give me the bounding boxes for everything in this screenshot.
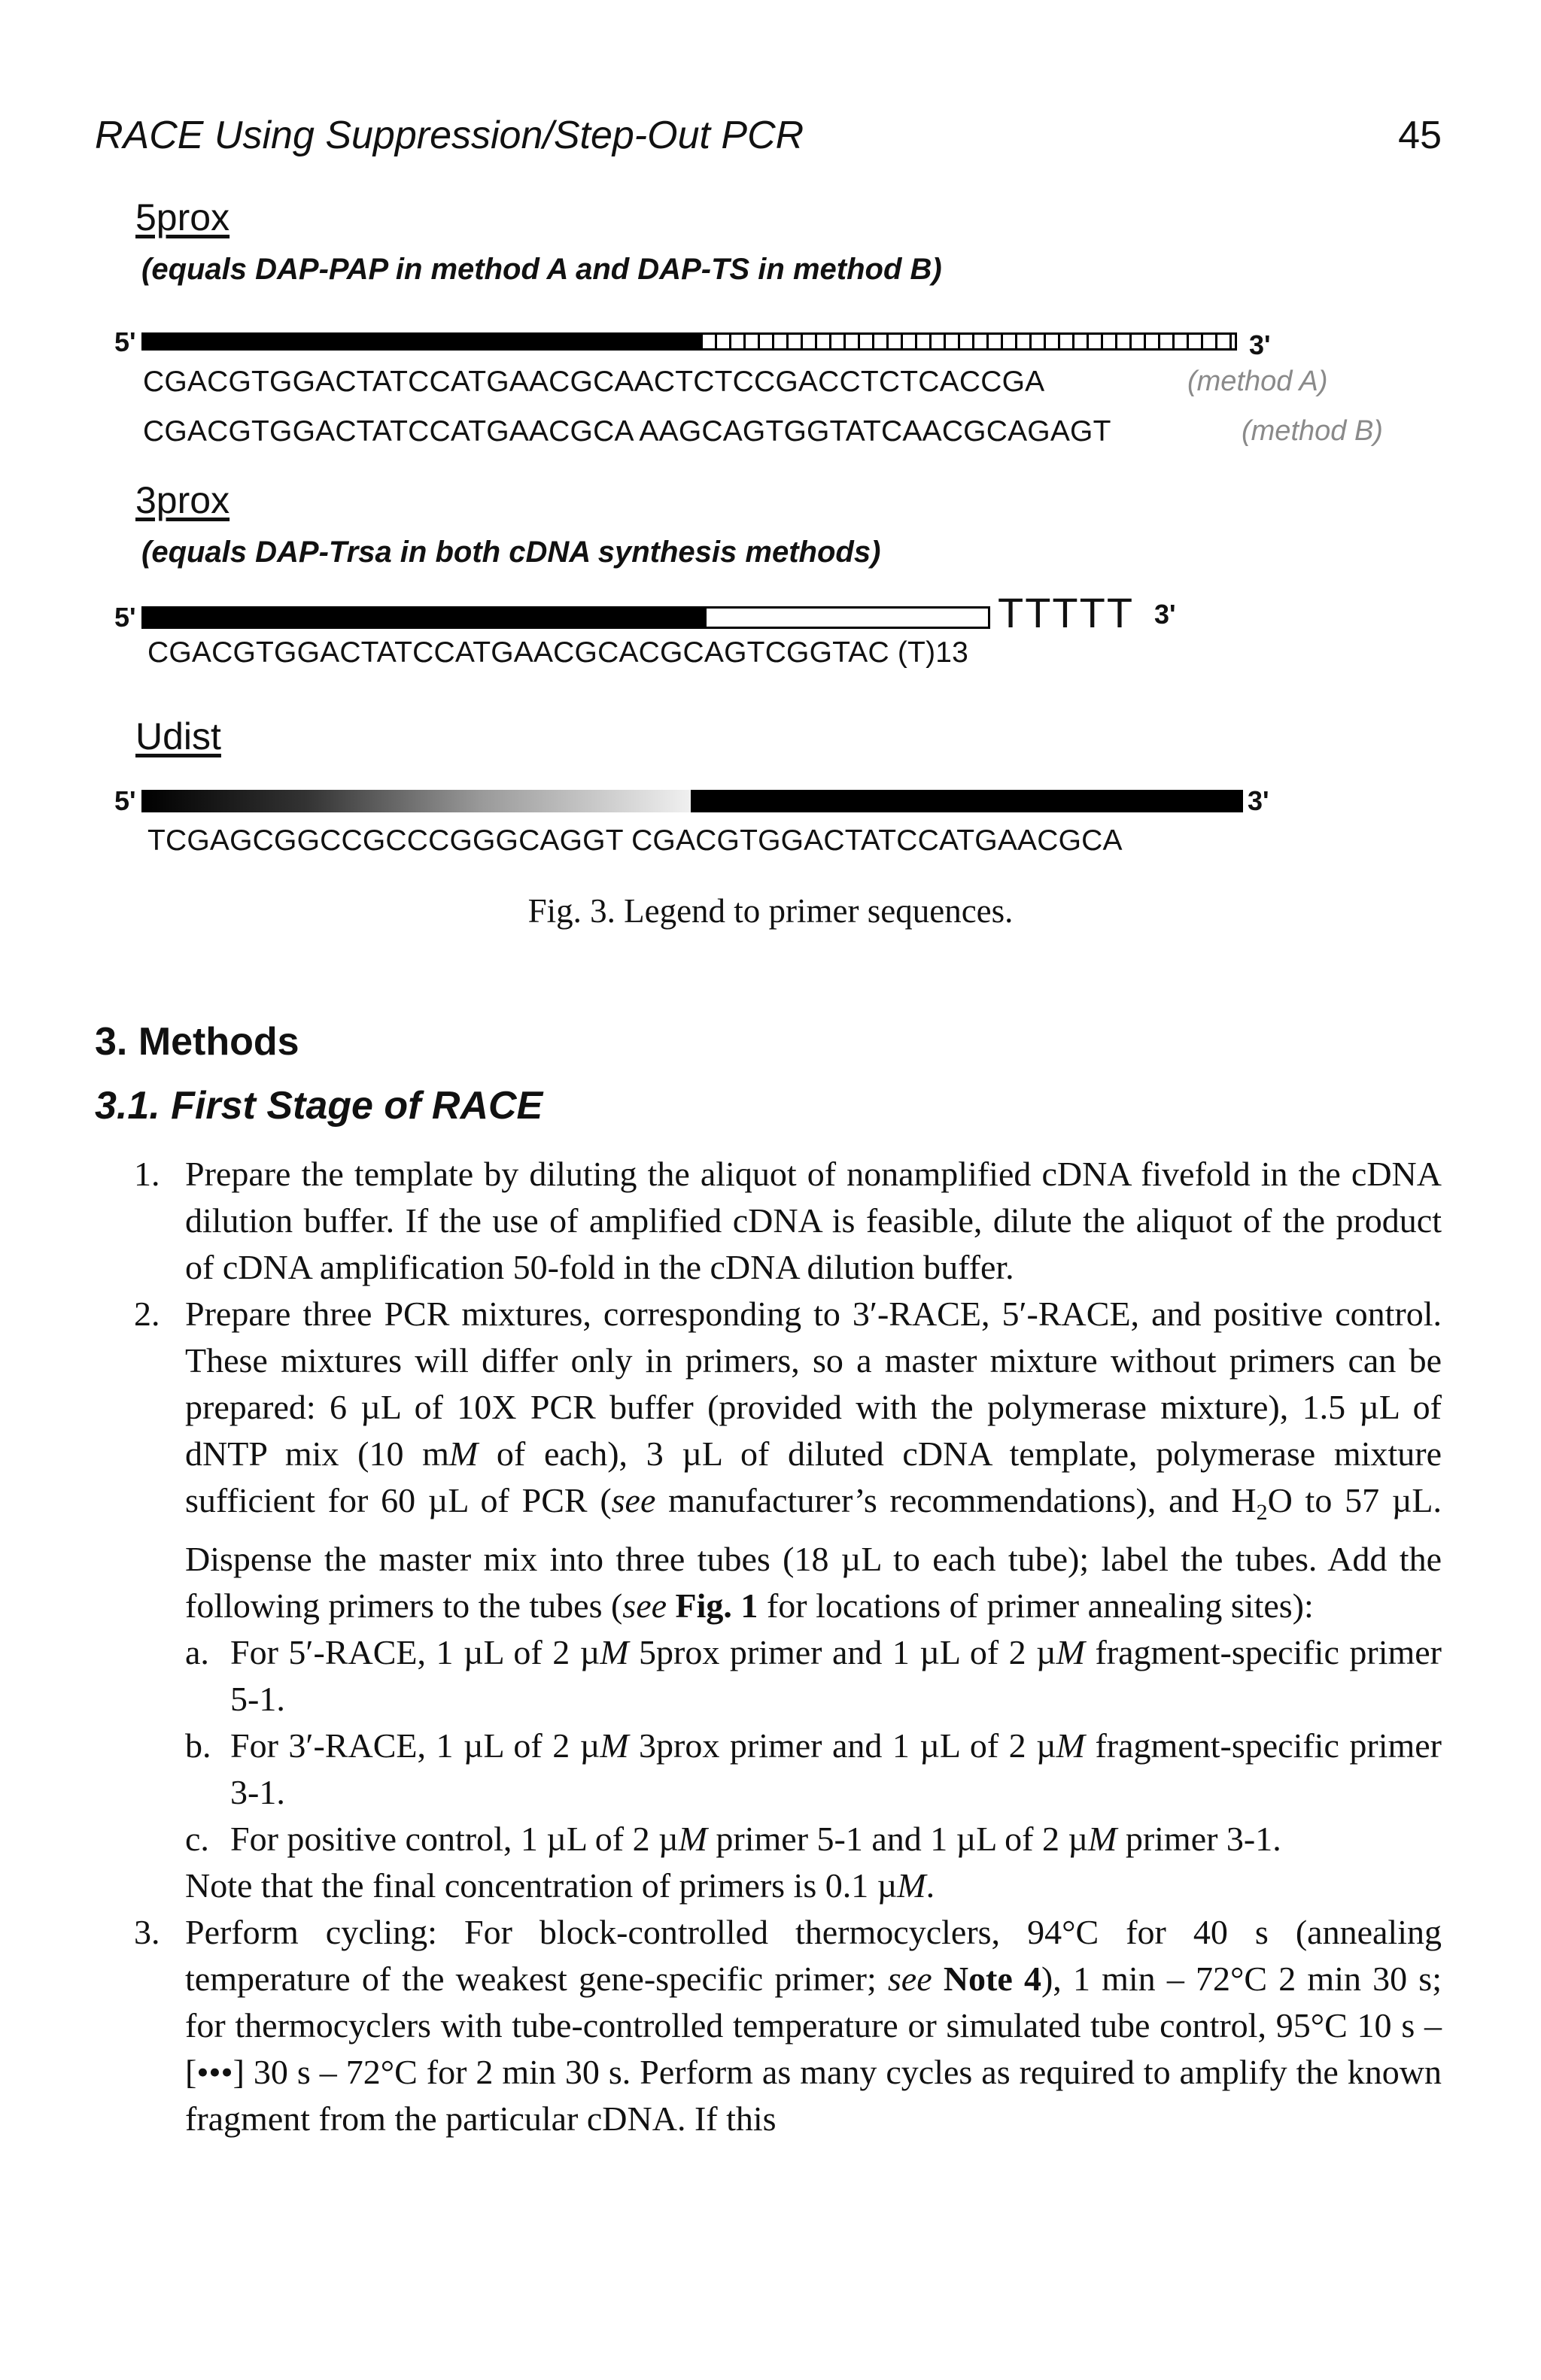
page-number: 45 [1398, 114, 1442, 157]
step-number: 2. [134, 1295, 160, 1333]
five-prime-label: 5' [114, 785, 136, 816]
sequence-method-a: CGACGTGGACTATCCATGAACGCAACTCTCCGACCTCTCACCGA [143, 366, 1045, 398]
three-prime-label: 3' [1154, 599, 1176, 630]
step-2 [95, 1291, 1442, 1909]
3prox-common-segment [141, 606, 704, 629]
figure-caption: Fig. 3. Legend to primer sequences. [527, 892, 1014, 930]
primer-name-udist: Udist [135, 715, 221, 757]
five-prime-label: 5' [114, 602, 136, 633]
three-prime-label: 3' [1249, 329, 1271, 360]
step-text: Perform cycling: For block-controlled thermocyclers, 94°C for 40 s (annealing temperature of the weakest gene-specific primer; see Note 4), 1 min – 72°C 2 min 30 s; for thermocyclers with tube-controlled temperature or simulated tube control, 95°C 10 s – [•••] 30 s – 72°C for 2 min 30 s. Perform as many cycles as required to amplify the known fragment from the particular cDNA. If this [185, 1913, 1442, 2139]
poly-t-tail: TTTTT [998, 589, 1135, 636]
section-heading: 3. Methods [95, 1020, 299, 1064]
step-number: 1. [134, 1155, 160, 1193]
udist-common-segment [691, 790, 1243, 812]
running-head [95, 113, 1442, 165]
step-2a: a. For 5′-RACE, 1 µL of 2 µM 5prox primer and 1 µL of 2 µM fragment-specific primer 5-1. [185, 1633, 1442, 1719]
step-text: Prepare three PCR mixtures, corresponding to 3′-RACE, 5′-RACE, and positive control. These mixtures will differ only in primers, so a master mixture without primers can be prepared: 6 µL of 10X PCR buffer (provided with the polymerase mixture), 1.5 µL of dNTP mix (10 mM of each), 3 µL of diluted cDNA template, polymerase mixture sufficient for 60 µL of PCR (see manufacturer’s recommendations), and $H_2O$ to 57 µL. Dispense the master mix into three tubes (18 µL to each tube); label the tubes. Add the following primers to the tubes (see Fig. 1 for locations of primer annealing sites): [185, 1295, 1442, 1626]
five-prime-label: 5' [114, 326, 136, 357]
method-b-tag: (method B) [1242, 415, 1383, 447]
sequence-udist: TCGAGCGGCCGCCCGGGCAGGT CGACGTGGACTATCCATGAACGCA [147, 824, 1123, 857]
3prox-specific-segment [704, 606, 990, 629]
step-text: Prepare the template by diluting the aliquot of nonamplified cDNA fivefold in the cDNA dilution buffer. If the use of amplified cDNA is feasible, dilute the aliquot of the product of cDNA amplification 50-fold in the cDNA dilution buffer. [185, 1155, 1442, 1286]
method-a-tag: (method A) [1187, 366, 1328, 397]
step-3 [95, 1909, 1442, 2142]
primer-note-3prox: (equals DAP-Trsa in both cDNA synthesis methods) [141, 536, 881, 569]
step-number: 3. [134, 1913, 160, 1952]
5prox-common-segment [141, 332, 698, 351]
sequence-3prox: CGACGTGGACTATCCATGAACGCACGCAGTCGGTAC (T)13 [147, 636, 969, 669]
figure-reference[interactable]: Fig. 1 [675, 1586, 758, 1626]
methods-body [95, 1151, 1442, 2142]
running-head-title: RACE Using Suppression/Step-Out PCR [95, 114, 804, 157]
primer-name-3prox: 3prox [135, 479, 230, 521]
udist-suppression-segment [141, 790, 691, 812]
sequence-method-b: CGACGTGGACTATCCATGAACGCA AAGCAGTGGTATCAACGCAGAGT [143, 415, 1111, 448]
step-1 [95, 1151, 1442, 1291]
three-prime-label: 3' [1248, 785, 1269, 816]
step-2c: c. For positive control, 1 µL of 2 µM primer 5-1 and 1 µL of 2 µM primer 3-1. [185, 1820, 1281, 1859]
note-reference[interactable]: Note 4 [943, 1960, 1041, 1999]
primer-note-5prox: (equals DAP-PAP in method A and DAP-TS in method B) [141, 253, 942, 286]
primer-legend-figure [113, 196, 1437, 948]
primer-concentration-note: Note that the final concentration of primers is 0.1 µM. [185, 1866, 935, 1905]
subsection-heading: 3.1. First Stage of RACE [95, 1084, 543, 1128]
step-2b: b. For 3′-RACE, 1 µL of 2 µM 3prox primer and 1 µL of 2 µM fragment-specific primer 3-1. [185, 1726, 1442, 1812]
5prox-specific-segment [698, 332, 1237, 351]
primer-name-5prox: 5prox [135, 196, 230, 238]
